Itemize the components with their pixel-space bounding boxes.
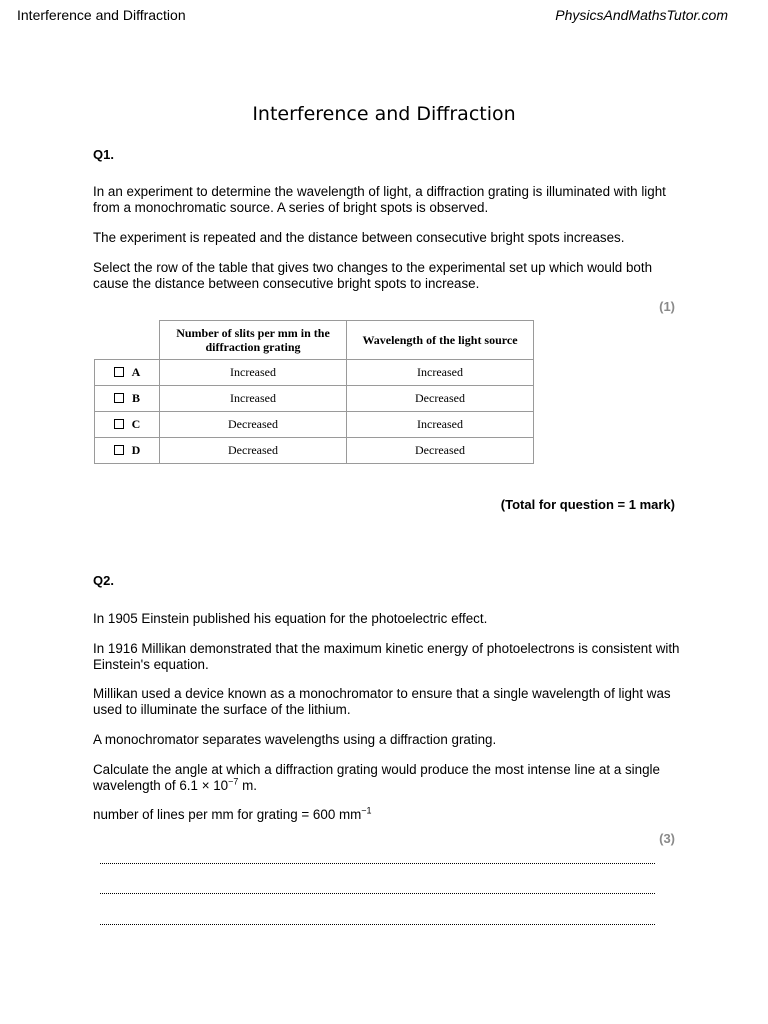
table-header-wavelength: Wavelength of the light source bbox=[347, 321, 534, 360]
table-row-c[interactable] bbox=[95, 412, 534, 438]
checkbox-icon[interactable] bbox=[114, 393, 124, 403]
option-letter: C bbox=[131, 417, 141, 431]
q2-paragraph-3: Millikan used a device known as a monochromator to ensure that a single wavelength of light was used to illuminate the surface of the lithium. bbox=[93, 686, 671, 717]
table-row-a[interactable] bbox=[95, 360, 534, 386]
q2-paragraph-2: In 1916 Millikan demonstrated that the maximum kinetic energy of photoelectrons is consistent with Einstein's equation. bbox=[93, 641, 680, 672]
grating-exponent: −1 bbox=[361, 805, 372, 816]
cell-wavelength: Decreased bbox=[347, 386, 534, 412]
q1-options-table bbox=[94, 320, 534, 464]
cell-slits: Increased bbox=[160, 386, 347, 412]
checkbox-icon[interactable] bbox=[114, 419, 124, 429]
option-letter: D bbox=[131, 443, 141, 457]
option-letter: A bbox=[131, 365, 141, 379]
option-c[interactable] bbox=[95, 412, 160, 438]
q1-paragraph-2: The experiment is repeated and the distance between consecutive bright spots increases. bbox=[93, 230, 625, 245]
cell-slits: Increased bbox=[160, 360, 347, 386]
answer-line-3[interactable] bbox=[100, 924, 655, 925]
cell-slits: Decreased bbox=[160, 412, 347, 438]
q2-calc-instruction bbox=[93, 762, 683, 794]
q2-label: Q2. bbox=[93, 573, 114, 588]
grating-text: number of lines per mm for grating = 600 mm bbox=[93, 807, 362, 822]
table-header-slits: Number of slits per mm in the diffraction grating bbox=[160, 321, 347, 360]
option-b[interactable] bbox=[95, 386, 160, 412]
page-title: Interference and Diffraction bbox=[252, 103, 516, 125]
calc-exponent: −7 bbox=[228, 776, 239, 787]
header-title: Interference and Diffraction bbox=[17, 7, 186, 23]
table-header-row bbox=[95, 321, 534, 360]
q2-paragraph-4: A monochromator separates wavelengths using a diffraction grating. bbox=[93, 732, 497, 747]
cell-slits: Decreased bbox=[160, 438, 347, 464]
cell-wavelength: Increased bbox=[347, 360, 534, 386]
option-letter: B bbox=[131, 391, 140, 405]
checkbox-icon[interactable] bbox=[114, 445, 124, 455]
calc-text: Calculate the angle at which a diffraction grating would produce the most intense line at a single wavelength of 6.1 × 10 bbox=[93, 762, 660, 793]
option-a[interactable] bbox=[95, 360, 160, 386]
cell-wavelength: Decreased bbox=[347, 438, 534, 464]
cell-wavelength: Increased bbox=[347, 412, 534, 438]
table-row-d[interactable] bbox=[95, 438, 534, 464]
calc-unit: m. bbox=[238, 778, 257, 793]
checkbox-icon[interactable] bbox=[114, 367, 124, 377]
q2-paragraph-1: In 1905 Einstein published his equation for the photoelectric effect. bbox=[93, 611, 488, 626]
answer-line-1[interactable] bbox=[100, 863, 655, 864]
answer-line-2[interactable] bbox=[100, 893, 655, 894]
table-header-blank bbox=[95, 321, 160, 360]
q1-total: (Total for question = 1 mark) bbox=[500, 497, 675, 512]
q1-marks: (1) bbox=[659, 299, 675, 314]
header-site: PhysicsAndMathsTutor.com bbox=[555, 7, 728, 23]
q1-paragraph-3: Select the row of the table that gives two changes to the experimental set up which would both cause the distance between consecutive bright spots to increase. bbox=[93, 260, 653, 291]
q2-grating-info bbox=[93, 807, 683, 823]
q1-label: Q1. bbox=[93, 147, 114, 162]
option-d[interactable] bbox=[95, 438, 160, 464]
q1-paragraph-1: In an experiment to determine the wavelength of light, a diffraction grating is illuminated with light from a monochromatic source. A series of bright spots is observed. bbox=[93, 184, 666, 215]
q2-marks: (3) bbox=[659, 831, 675, 846]
table-row-b[interactable] bbox=[95, 386, 534, 412]
